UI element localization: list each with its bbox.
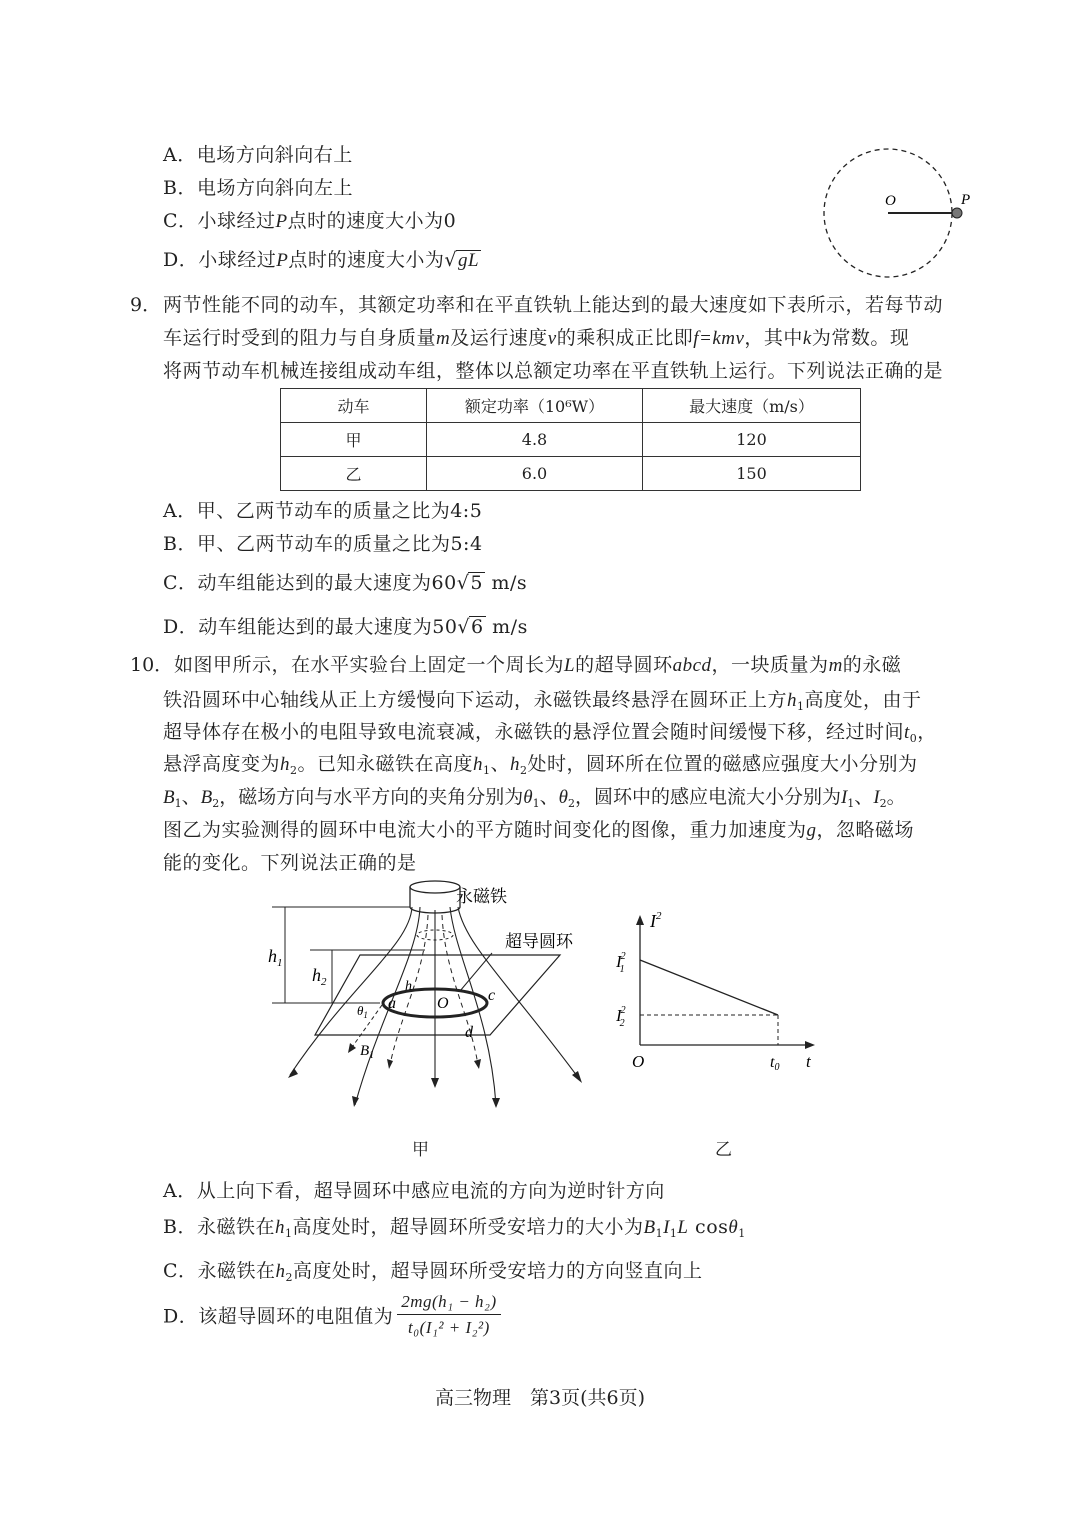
q8-option-c: C．小球经过P点时的速度大小为0	[163, 210, 457, 232]
figure-yi-graph	[610, 905, 830, 1090]
table-cell: 120	[643, 423, 861, 457]
h-label: h	[405, 979, 412, 994]
q9-option-c: C．动车组能达到的最大速度为60√5 m/s	[163, 572, 528, 594]
q9-line3: 将两节动车机械连接组成动车组，整体以总额定功率在平直铁轨上运行。下列说法正确的是	[163, 360, 944, 382]
q10-line6: 图乙为实验测得的圆环中电流大小的平方随时间变化的图像，重力加速度为g，忽略磁场	[163, 819, 915, 841]
label-d: d	[465, 1024, 473, 1041]
table-header: 最大速度（m/s）	[643, 389, 861, 423]
q8-option-d: D．小球经过P点时的速度大小为√gL	[163, 249, 480, 271]
q9-data-table	[280, 388, 861, 491]
y-axis-label: $I^2$	[650, 910, 662, 931]
q10-line4: 悬浮高度变为$h_2$。已知永磁铁在高度$h_1$、$h_2$处时，圆环所在位置的磁感应强度大小分别为	[163, 753, 918, 777]
h2-label: $h_2$	[312, 965, 327, 988]
q8-option-a: A．电场方向斜向右上	[163, 144, 353, 166]
q10-line1: 如图甲所示，在水平实验台上固定一个周长为L的超导圆环abcd，一块质量为m的永磁	[174, 654, 902, 676]
q9-line2: 车运行时受到的阻力与自身质量m及运行速度v的乘积成正比即f=kmv，其中k为常数。现	[163, 327, 910, 349]
q8-circle-figure	[810, 140, 970, 290]
label-o: O	[437, 995, 449, 1012]
origin-label: O	[632, 1052, 645, 1071]
ring-label: 超导圆环	[505, 932, 573, 952]
q10-option-d: D．该超导圆环的电阻值为 $\frac{\text{2mg(h₁ − h₂)}}{\text{t₀(I₁² + I₂²)}}$	[163, 1292, 501, 1338]
t0-label: t0	[770, 1054, 780, 1073]
table-cell: 乙	[281, 457, 427, 491]
q10-line7: 能的变化。下列说法正确的是	[163, 852, 417, 874]
q9-line1: 两节性能不同的动车，其额定功率和在平直铁轨上能达到的最大速度如下表所示，若每节动	[163, 294, 944, 316]
i2-label: I2 2	[616, 1005, 626, 1029]
table-header: 额定功率（10⁶W）	[427, 389, 643, 423]
resistance-fraction: $\frac{\text{2mg(h₁ − h₂)}}{\text{t₀(I₁² + I₂²)}}$	[397, 1292, 500, 1338]
x-axis-label: t	[806, 1052, 811, 1071]
q9-option-a: A．甲、乙两节动车的质量之比为4:5	[163, 500, 483, 522]
q9-option-d: D．动车组能达到的最大速度为50√6 m/s	[163, 616, 528, 638]
q10-option-b: B．永磁铁在$h_1$高度处时，超导圆环所受安培力的大小为$B_1I_1L$ cosθ$_1$	[163, 1216, 746, 1240]
decay-line	[640, 960, 778, 1015]
table-cell: 6.0	[427, 457, 643, 491]
table-header: 动车	[281, 389, 427, 423]
i1-label: I2 1	[616, 951, 626, 975]
label-a: a	[388, 995, 396, 1012]
label-c: c	[488, 987, 496, 1004]
q10-option-a: A．从上向下看，超导圆环中感应电流的方向为逆时针方向	[163, 1180, 665, 1202]
q10-line3: 超导体存在极小的电阻导致电流衰减，永磁铁的悬浮位置会随时间缓慢下移，经过时间$t_0$，	[163, 721, 937, 745]
b1-label: $B_1$	[360, 1043, 375, 1061]
h1-label: $h_1$	[268, 946, 283, 969]
table-cell: 4.8	[427, 423, 643, 457]
figure-jia	[260, 875, 600, 1115]
q10-option-c: C．永磁铁在$h_2$高度处时，超导圆环所受安培力的方向竖直向上	[163, 1260, 703, 1284]
table-cell: 150	[643, 457, 861, 491]
figure-yi-caption: 乙	[715, 1140, 732, 1160]
q10-number: 10．	[130, 654, 174, 676]
q10-line2: 铁沿圆环中心轴线从正上方缓慢向下运动，永磁铁最终悬浮在圆环正上方$h_1$高度处，由于	[163, 689, 922, 713]
theta-label: $\theta_1$	[357, 1003, 368, 1020]
magnet-label: 永磁铁	[456, 887, 507, 907]
q10-line5: $B_1$、$B_2$，磁场方向与水平方向的夹角分别为$\theta_1$、$\theta_2$，圆环中的感应电流大小分别为$I_1$、$I_2$。	[163, 786, 906, 810]
q9-option-b: B．甲、乙两节动车的质量之比为5:4	[163, 533, 483, 555]
label-p: P	[961, 192, 970, 208]
label-o: O	[885, 193, 896, 209]
q8-option-b: B．电场方向斜向左上	[163, 177, 353, 199]
q9-number: 9．	[130, 294, 162, 316]
page-footer: 高三物理 第3页(共6页)	[434, 1387, 645, 1409]
table-cell: 甲	[281, 423, 427, 457]
figure-jia-caption: 甲	[412, 1140, 429, 1160]
